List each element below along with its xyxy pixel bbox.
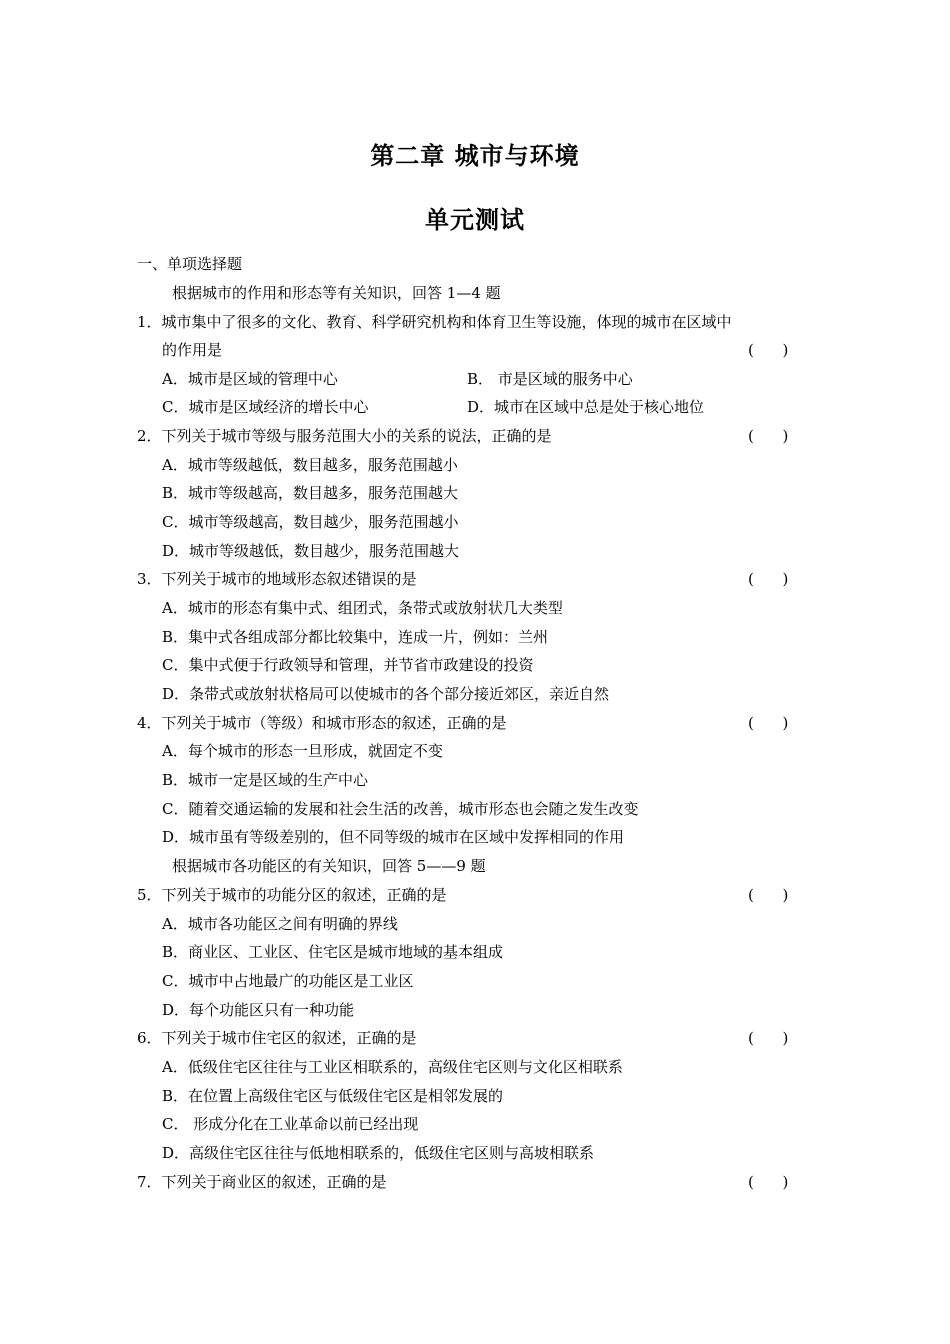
answer-paren-3: ( ) (748, 570, 789, 588)
question-4-option-c: C．随着交通运输的发展和社会生活的改善，城市形态也会随之发生改变 (162, 800, 639, 818)
question-1-option-c: C．城市是区域经济的增长中心 (162, 398, 369, 416)
question-2-stem: 2．下列关于城市等级与服务范围大小的关系的说法，正确的是 (137, 427, 552, 445)
answer-paren-6: ( ) (748, 1029, 789, 1047)
unit-title: 单元测试 (425, 206, 525, 234)
question-2-option-d: D．城市等级越低，数目越少，服务范围越大 (162, 542, 460, 560)
question-1-option-a: A．城市是区域的管理中心 (162, 370, 338, 388)
question-5-option-a: A．城市各功能区之间有明确的界线 (162, 915, 398, 933)
question-1-stem: 1．城市集中了很多的文化、教育、科学研究机构和体育卫生等设施，体现的城市在区域中 (137, 313, 732, 331)
question-6-option-a: A．低级住宅区往往与工业区相联系的，高级住宅区则与文化区相联系 (162, 1058, 623, 1076)
question-6-option-b: B．在位置上高级住宅区与低级住宅区是相邻发展的 (162, 1087, 504, 1105)
answer-paren-5: ( ) (748, 886, 789, 904)
chapter-title: 第二章 城市与环境 (370, 142, 580, 170)
question-3-option-b: B．集中式各组成部分都比较集中，连成一片，例如：兰州 (162, 628, 549, 646)
question-2-option-a: A．城市等级越低，数目越多，服务范围越小 (162, 456, 458, 474)
question-6-option-c: C． 形成分化在工业革命以前已经出现 (162, 1115, 419, 1133)
question-1-stem-continued: 的作用是 (162, 341, 223, 359)
question-5-option-c: C．城市中占地最广的功能区是工业区 (162, 972, 414, 990)
question-3-option-c: C．集中式便于行政领导和管理，并节省市政建设的投资 (162, 656, 534, 674)
question-4-option-a: A．每个城市的形态一旦形成，就固定不变 (162, 742, 443, 760)
question-5-option-d: D．每个功能区只有一种功能 (162, 1001, 355, 1019)
question-6-stem: 6．下列关于城市住宅区的叙述，正确的是 (137, 1029, 417, 1047)
question-2-option-c: C．城市等级越高，数目越少，服务范围越小 (162, 513, 459, 531)
question-7-stem: 7．下列关于商业区的叙述，正确的是 (137, 1173, 387, 1191)
answer-paren-4: ( ) (748, 714, 789, 732)
question-3-stem: 3．下列关于城市的地域形态叙述错误的是 (137, 570, 417, 588)
intro-questions-5-9: 根据城市各功能区的有关知识，回答 5——9 题 (172, 857, 486, 875)
answer-paren-7: ( ) (748, 1173, 789, 1191)
question-1-option-b: B． 市是区域的服务中心 (467, 370, 633, 388)
question-5-stem: 5．下列关于城市的功能分区的叙述，正确的是 (137, 886, 447, 904)
answer-paren-1: ( ) (748, 341, 789, 359)
section-heading: 一、单项选择题 (137, 255, 243, 273)
question-4-option-b: B．城市一定是区域的生产中心 (162, 771, 369, 789)
answer-paren-2: ( ) (748, 427, 789, 445)
intro-questions-1-4: 根据城市的作用和形态等有关知识，回答 1—4 题 (172, 284, 501, 302)
question-1-option-d: D．城市在区域中总是处于核心地位 (467, 398, 705, 416)
question-4-option-d: D．城市虽有等级差别的，但不同等级的城市在区域中发挥相同的作用 (162, 828, 625, 846)
question-6-option-d: D．高级住宅区往往与低地相联系的，低级住宅区则与高坡相联系 (162, 1144, 595, 1162)
question-3-option-d: D．条带式或放射状格局可以使城市的各个部分接近郊区，亲近自然 (162, 685, 610, 703)
question-2-option-b: B．城市等级越高，数目越多，服务范围越大 (162, 484, 459, 502)
question-5-option-b: B．商业区、工业区、住宅区是城市地域的基本组成 (162, 943, 504, 961)
question-3-option-a: A．城市的形态有集中式、组团式，条带式或放射状几大类型 (162, 599, 563, 617)
question-4-stem: 4．下列关于城市（等级）和城市形态的叙述，正确的是 (137, 714, 507, 732)
